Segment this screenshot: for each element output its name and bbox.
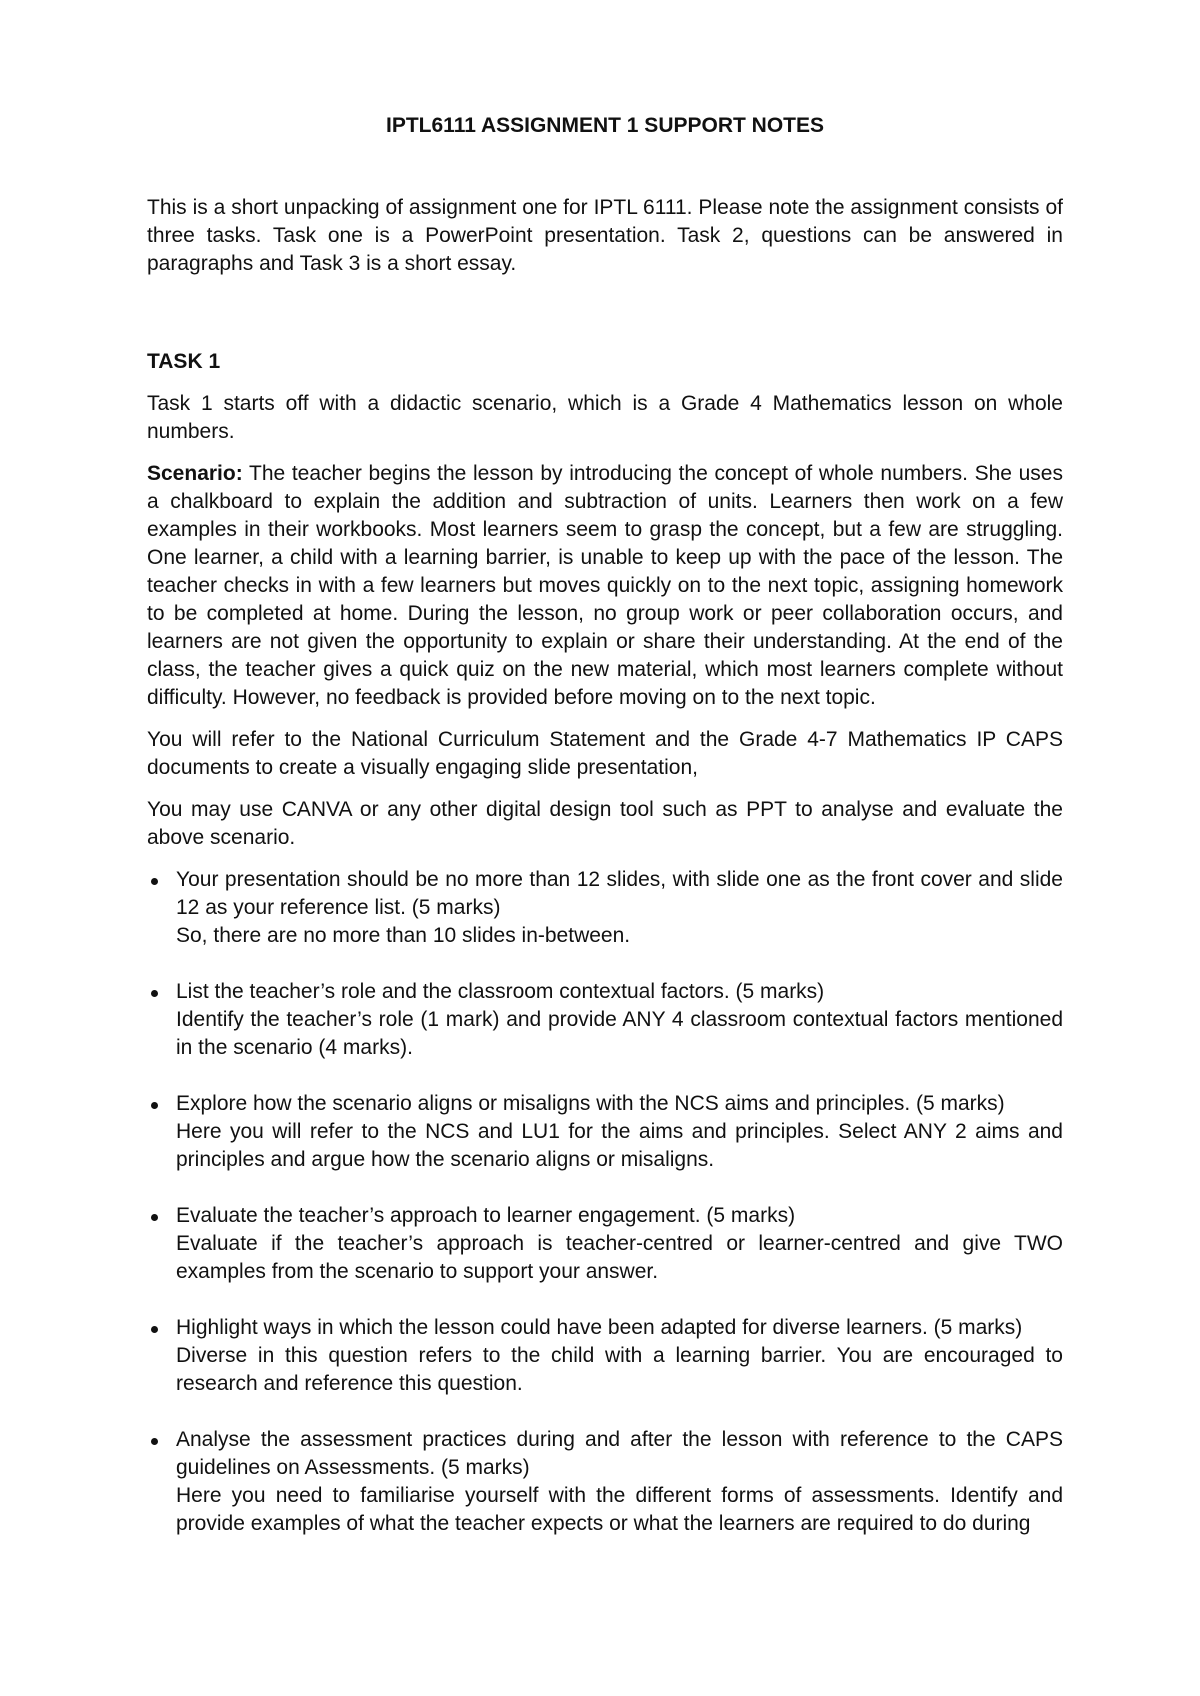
bullet-icon (151, 1438, 158, 1445)
bullet-detail-text: So, there are no more than 10 slides in-between. (176, 924, 631, 947)
list-item (147, 866, 1063, 950)
bullet-main-text: Highlight ways in which the lesson could have been adapted for diverse learners. (5 marks) (176, 1316, 1023, 1339)
bullet-main-text: Explore how the scenario aligns or misaligns with the NCS aims and principles. (5 marks) (176, 1092, 1005, 1115)
bullet-detail-text: Diverse in this question refers to the child with a learning barrier. You are encouraged to research and reference this question. (176, 1344, 1063, 1395)
bullet-detail-text: Here you need to familiarise yourself with the different forms of assessments. Identify and provide examples of what the teacher expects or what the learners are required to do during (176, 1484, 1063, 1535)
document-body (147, 112, 1063, 1566)
bullet-icon (151, 878, 158, 885)
bullet-main-text: List the teacher’s role and the classroom contextual factors. (5 marks) (176, 980, 825, 1003)
bullet-main-text: Evaluate the teacher’s approach to learner engagement. (5 marks) (176, 1204, 796, 1227)
ncs-reference-paragraph: You will refer to the National Curriculum Statement and the Grade 4-7 Mathematics IP CAPS documents to create a visually engaging slide presentation, (147, 728, 1063, 779)
bullet-main-text: Analyse the assessment practices during and after the lesson with reference to the CAPS guidelines on Assessments. (5 marks) (176, 1428, 1063, 1479)
list-item (147, 1426, 1063, 1538)
task1-heading: TASK 1 (147, 350, 221, 373)
bullet-detail-text: Identify the teacher’s role (1 mark) and provide ANY 4 classroom contextual factors mentioned in the scenario (4 marks). (176, 1008, 1063, 1059)
list-item (147, 978, 1063, 1062)
scenario-label: Scenario: (147, 462, 243, 485)
list-item (147, 1202, 1063, 1286)
bullet-detail-text: Here you will refer to the NCS and LU1 for the aims and principles. Select ANY 2 aims and principles and argue how the scenario aligns or misaligns. (176, 1120, 1063, 1171)
bullet-icon (151, 990, 158, 997)
bullet-main-text: Your presentation should be no more than 12 slides, with slide one as the front cover and slide 12 as your reference list. (5 marks) (176, 868, 1063, 919)
list-item (147, 1314, 1063, 1398)
task1-intro-paragraph: Task 1 starts off with a didactic scenario, which is a Grade 4 Mathematics lesson on whole numbers. (147, 392, 1063, 443)
bullet-icon (151, 1326, 158, 1333)
list-item (147, 1090, 1063, 1174)
bullet-icon (151, 1214, 158, 1221)
scenario-text: The teacher begins the lesson by introducing the concept of whole numbers. She uses a chalkboard to explain the addition and subtraction of units. Learners then work on a few examples in their workbooks. Most learners seem to grasp the concept, but a few are struggling. One learner, a child with a learning barrier, is unable to keep up with the pace of the lesson. The teacher checks in with a few learners but moves quickly on to the next topic, assigning homework to be completed at home. During the lesson, no group work or peer collaboration occurs, and learners are not given the opportunity to explain or share their understanding. At the end of the class, the teacher gives a quick quiz on the new material, which most learners complete without difficulty. However, no feedback is provided before moving on to the next topic. (147, 462, 1063, 709)
design-tool-paragraph: You may use CANVA or any other digital design tool such as PPT to analyse and evaluate the above scenario. (147, 798, 1063, 849)
document-title: IPTL6111 ASSIGNMENT 1 SUPPORT NOTES (386, 114, 824, 137)
scenario-paragraph (147, 460, 1063, 712)
task1-requirements-list (147, 866, 1063, 1538)
bullet-icon (151, 1102, 158, 1109)
bullet-detail-text: Evaluate if the teacher’s approach is teacher-centred or learner-centred and give TWO examples from the scenario to support your answer. (176, 1232, 1063, 1283)
intro-paragraph: This is a short unpacking of assignment one for IPTL 6111. Please note the assignment consists of three tasks. Task one is a PowerPoint presentation. Task 2, questions can be answered in paragraphs and Task 3 is a short essay. (147, 196, 1063, 275)
